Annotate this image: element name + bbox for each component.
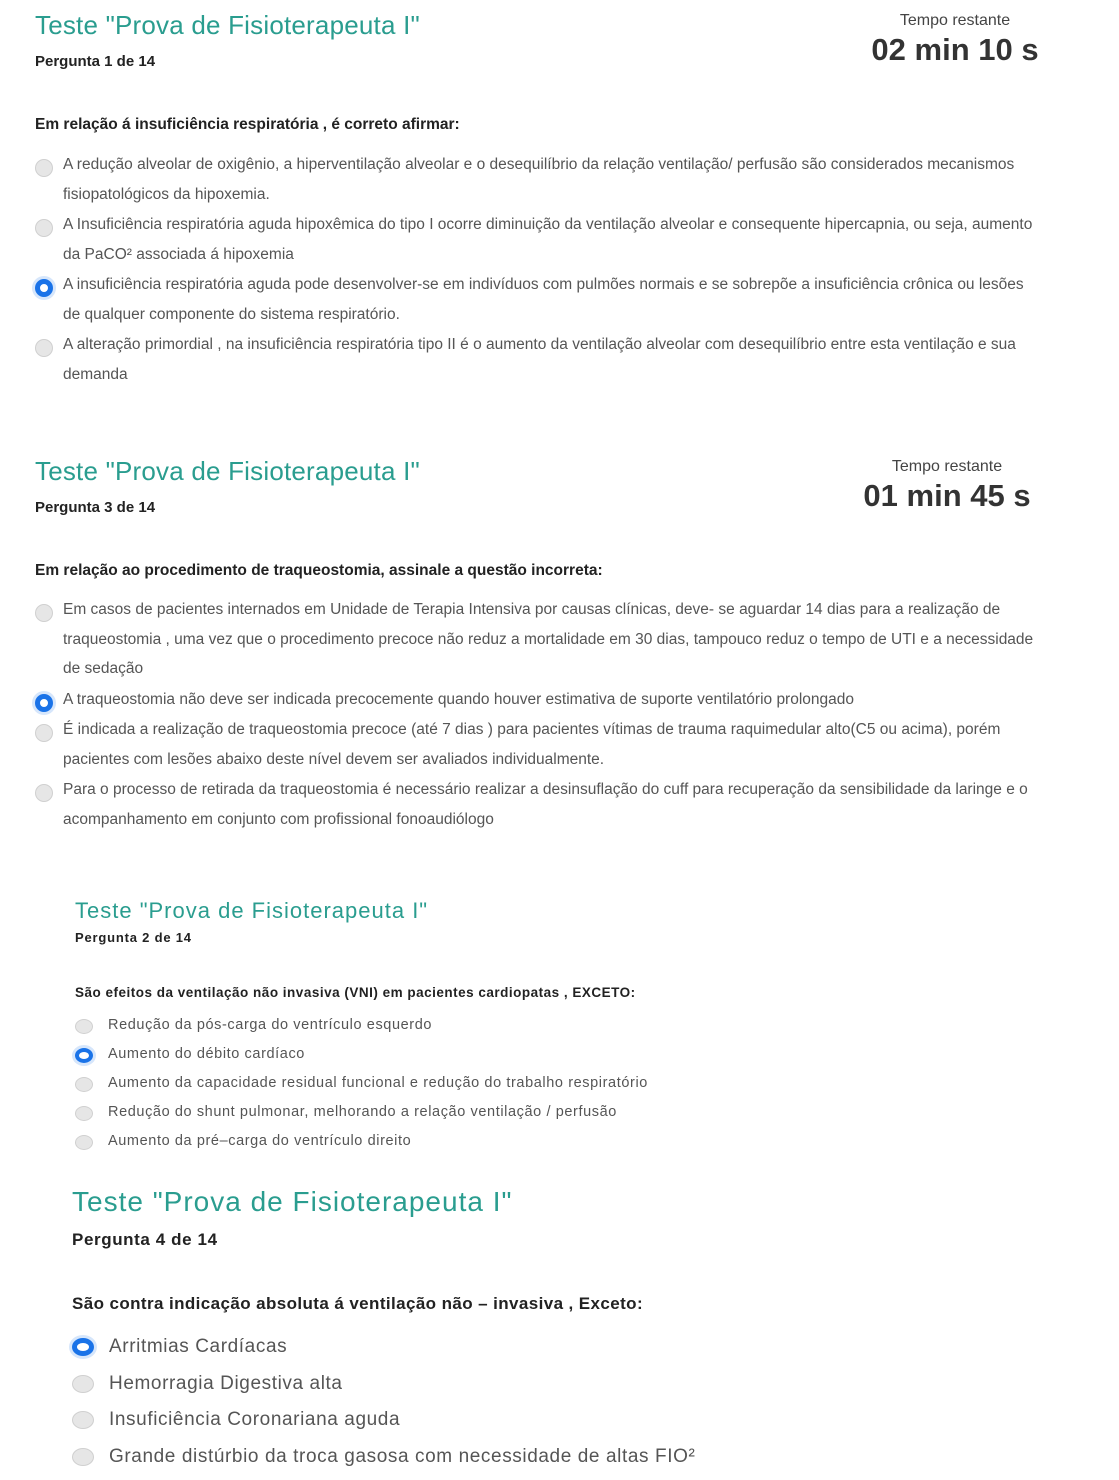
quiz-block-2	[35, 456, 1095, 856]
answer-label: Redução da pós-carga do ventrículo esquerdo	[108, 1017, 433, 1033]
quiz-title: Teste "Prova de Fisioterapeuta I"	[72, 1186, 513, 1217]
question-progress: Pergunta 2 de 14	[75, 930, 192, 945]
answer-options	[72, 1336, 695, 1480]
question-text: São efeitos da ventilação não invasiva (VNI) em pacientes cardiopatas , EXCETO:	[75, 985, 636, 1000]
radio-button-selected[interactable]	[72, 1338, 94, 1356]
quiz-title: Teste "Prova de Fisioterapeuta I"	[35, 10, 420, 40]
radio-button[interactable]	[72, 1375, 94, 1393]
answer-label: A alteração primordial , na insuficiência respiratória tipo II é o aumento da ventilação alveolar com desequilíbrio entre esta ventilação e sua demanda	[63, 336, 1016, 383]
radio-button-selected[interactable]	[35, 694, 53, 712]
quiz-title: Teste "Prova de Fisioterapeuta I"	[75, 898, 429, 923]
answer-option[interactable]	[75, 1017, 648, 1046]
radio-button[interactable]	[75, 1077, 93, 1092]
question-progress: Pergunta 1 de 14	[35, 53, 156, 70]
answer-label: Grande distúrbio da troca gasosa com necessidade de altas FIO²	[109, 1445, 696, 1467]
answer-label: Para o processo de retirada da traqueostomia é necessário realizar a desinsuflação do cuff para recuperação da sensibilidade da laringe e o acompanhamento em conjunto com profissional fonoaudiólogo	[63, 781, 1028, 828]
answer-option[interactable]	[35, 600, 1035, 684]
answer-options	[35, 155, 1035, 395]
timer	[857, 458, 1037, 514]
radio-button[interactable]	[35, 604, 53, 622]
answer-options	[35, 600, 1035, 840]
answer-option[interactable]	[35, 720, 1035, 774]
quiz-block-1	[35, 10, 1095, 410]
answer-option[interactable]	[72, 1373, 695, 1410]
radio-button[interactable]	[72, 1411, 94, 1429]
answer-label: A insuficiência respiratória aguda pode desenvolver-se em indivíduos com pulmões normais e se sobrepõe a insuficiência crônica ou lesões de qualquer componente do sistema respiratório.	[63, 276, 1024, 323]
answer-label: A traqueostomia não deve ser indicada precocemente quando houver estimativa de suporte ventilatório prolongado	[63, 690, 855, 708]
answer-option[interactable]	[35, 335, 1035, 389]
answer-option[interactable]	[75, 1133, 648, 1162]
question-text: Em relação á insuficiência respiratória , é correto afirmar:	[35, 116, 460, 133]
answer-option[interactable]	[72, 1336, 695, 1373]
answer-option[interactable]	[35, 155, 1035, 209]
radio-button[interactable]	[75, 1019, 93, 1034]
question-text: Em relação ao procedimento de traqueostomia, assinale a questão incorreta:	[35, 562, 603, 579]
timer-label: Tempo restante	[899, 12, 1011, 29]
radio-button[interactable]	[75, 1135, 93, 1150]
radio-button[interactable]	[35, 159, 53, 177]
answer-label: Arritmias Cardíacas	[109, 1336, 288, 1357]
answer-label: Hemorragia Digestiva alta	[109, 1372, 343, 1394]
radio-button[interactable]	[75, 1106, 93, 1121]
timer-value: 02 min 10 s	[871, 32, 1039, 67]
quiz-title: Teste "Prova de Fisioterapeuta I"	[35, 456, 420, 486]
answer-label: Insuficiência Coronariana aguda	[109, 1409, 401, 1430]
answer-option[interactable]	[35, 780, 1035, 834]
answer-label: Aumento da capacidade residual funcional e redução do trabalho respiratório	[108, 1075, 648, 1091]
radio-button[interactable]	[35, 724, 53, 742]
answer-label: Redução do shunt pulmonar, melhorando a relação ventilação / perfusão	[108, 1104, 617, 1120]
answer-option[interactable]	[75, 1104, 648, 1133]
radio-button-selected[interactable]	[35, 279, 53, 297]
radio-button[interactable]	[35, 219, 53, 237]
timer-label: Tempo restante	[891, 458, 1003, 475]
radio-button-selected[interactable]	[75, 1048, 93, 1063]
answer-label: Em casos de pacientes internados em Unidade de Terapia Intensiva por causas clínicas, deve- se aguardar 14 dias para a realização de traqueostomia , uma vez que o procedimento precoce não reduz a mortalidade em 30 dias, tampouco reduz o tempo de UTI e a necessidade de sedação	[63, 601, 1034, 677]
radio-button[interactable]	[35, 784, 53, 802]
answer-option[interactable]	[35, 690, 1035, 715]
answer-label: A Insuficiência respiratória aguda hipoxêmica do tipo I ocorre diminuição da ventilação alveolar e consequente hipercapnia, ou seja, aumento da PaCO² associada á hipoxemia	[63, 216, 1033, 263]
answer-options	[75, 1017, 648, 1162]
answer-option[interactable]	[75, 1046, 648, 1075]
question-progress: Pergunta 4 de 14	[72, 1230, 218, 1249]
timer-value: 01 min 45 s	[863, 478, 1031, 513]
answer-label: É indicada a realização de traqueostomia precoce (até 7 dias ) para pacientes vítimas de trauma raquimedular alto(C5 ou acima), porém pacientes com lesões abaixo deste nível devem ser avaliados individualmente.	[63, 721, 1001, 768]
radio-button[interactable]	[35, 339, 53, 357]
answer-option[interactable]	[72, 1409, 695, 1446]
answer-option[interactable]	[35, 215, 1035, 269]
answer-label: A redução alveolar de oxigênio, a hiperventilação alveolar e o desequilíbrio da relação ventilação/ perfusão são considerados mecanismos fisiopatológicos da hipoxemia.	[63, 156, 1015, 203]
answer-option[interactable]	[72, 1446, 695, 1480]
answer-label: Aumento do débito cardíaco	[108, 1046, 305, 1062]
answer-option[interactable]	[75, 1075, 648, 1104]
radio-button[interactable]	[72, 1448, 94, 1466]
timer	[865, 12, 1045, 68]
answer-option[interactable]	[35, 275, 1035, 329]
question-text: São contra indicação absoluta á ventilação não – invasiva , Exceto:	[72, 1294, 643, 1313]
answer-label: Aumento da pré–carga do ventrículo direito	[108, 1133, 412, 1149]
question-progress: Pergunta 3 de 14	[35, 499, 156, 516]
quiz-block-3	[75, 898, 975, 1158]
quiz-block-4	[72, 1186, 972, 1476]
